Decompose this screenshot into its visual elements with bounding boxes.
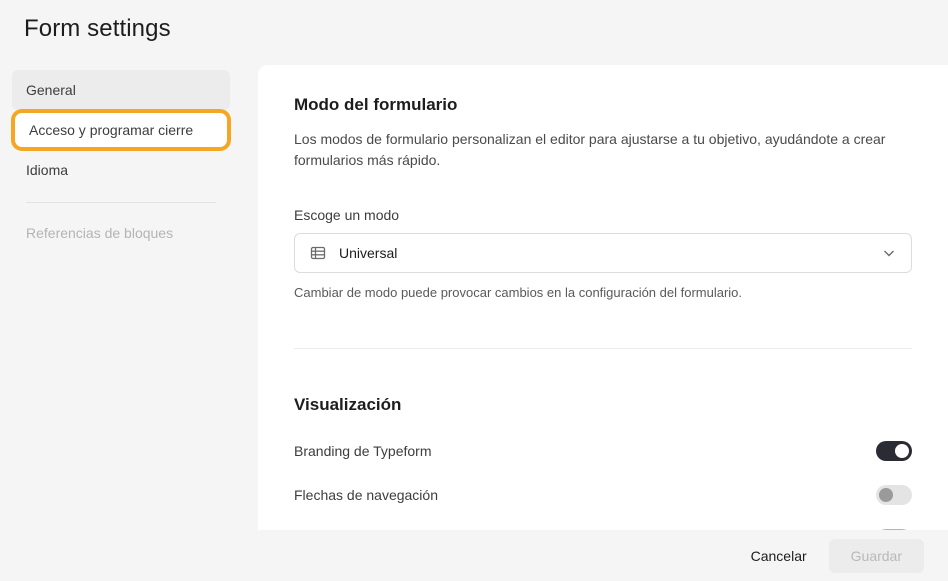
- toggle-knob: [895, 444, 909, 458]
- settings-panel: [258, 65, 948, 530]
- form-mode-title: Modo del formulario: [294, 95, 458, 114]
- setting-label: Flechas de navegación: [294, 487, 438, 503]
- sidebar-divider: [26, 202, 216, 203]
- list-icon: [309, 244, 327, 262]
- footer-bar: [258, 530, 948, 581]
- save-button[interactable]: Guardar: [829, 539, 924, 573]
- form-mode-description: Los modos de formulario personalizan el editor para ajustarse a tu objetivo, ayudándote a crear formularios más rápido.: [294, 131, 886, 168]
- sidebar-item-label: General: [26, 82, 76, 98]
- mode-select-value: Universal: [339, 245, 398, 261]
- navigation-arrows-toggle[interactable]: [876, 485, 912, 505]
- setting-row-navigation-arrows: [294, 473, 912, 517]
- sidebar-item-referencias-de-bloques: [12, 213, 230, 253]
- mode-select-label: Escoge un modo: [294, 207, 400, 223]
- branding-toggle[interactable]: [876, 441, 912, 461]
- setting-row-branding: [294, 429, 912, 473]
- settings-sidebar: [12, 70, 230, 253]
- sidebar-item-label: Referencias de bloques: [26, 225, 174, 241]
- toggle-knob: [879, 488, 893, 502]
- setting-label: Branding de Typeform: [294, 443, 432, 459]
- sidebar-item-label: Idioma: [26, 162, 69, 178]
- mode-change-hint: Cambiar de modo puede provocar cambios en la configuración del formulario.: [294, 285, 743, 300]
- sidebar-item-general[interactable]: [12, 70, 230, 110]
- page-title: Form settings: [24, 15, 171, 42]
- mode-select[interactable]: [294, 233, 912, 273]
- section-divider: [294, 348, 912, 349]
- cancel-button[interactable]: Cancelar: [750, 547, 807, 564]
- chevron-down-icon: [881, 245, 897, 261]
- sidebar-item-acceso-y-programar-cierre[interactable]: [12, 110, 230, 150]
- sidebar-item-idioma[interactable]: [12, 150, 230, 190]
- sidebar-item-label: Acceso y programar cierre: [29, 122, 194, 138]
- display-title: Visualización: [294, 395, 402, 414]
